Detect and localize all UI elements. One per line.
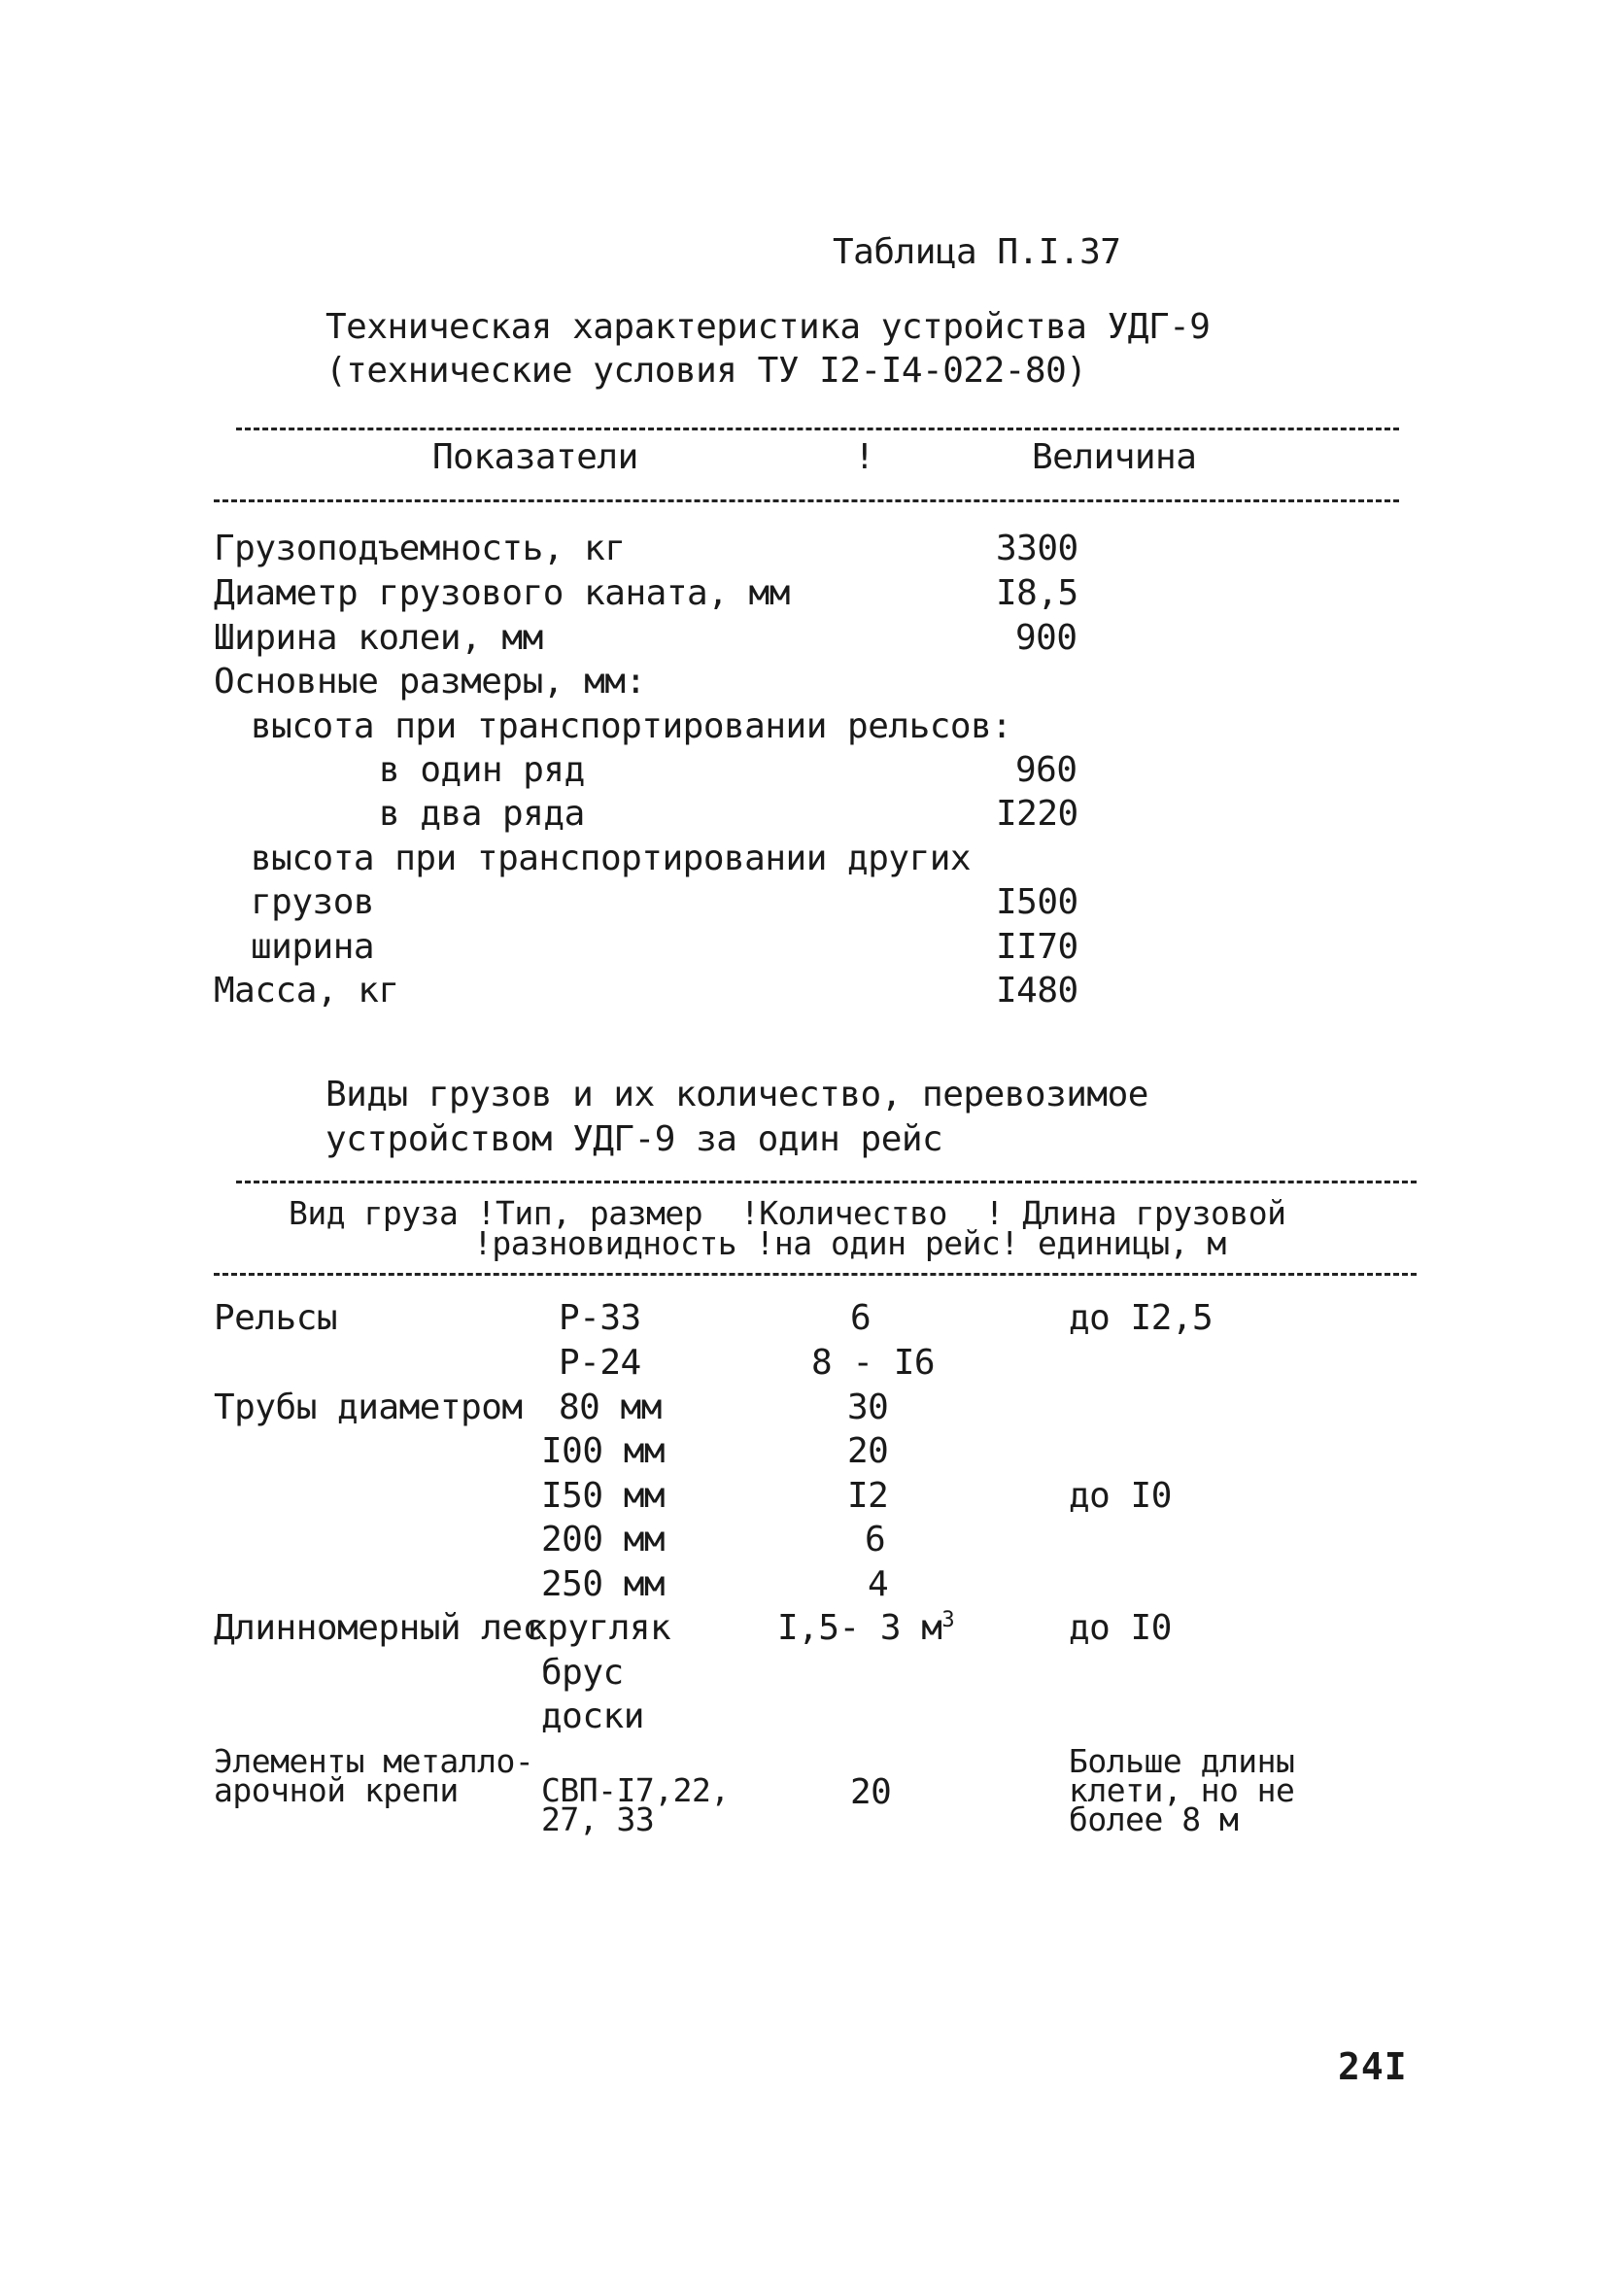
- row-value: I500: [996, 882, 1078, 922]
- row-label: Грузоподъемность, кг: [214, 529, 626, 568]
- cell-qty: 20: [850, 1772, 892, 1812]
- row-label: высота при транспортировании рельсов:: [251, 706, 1012, 746]
- cell-kind: Рельсы: [214, 1298, 338, 1338]
- row-label: грузов: [251, 882, 375, 922]
- table1-header-rule: [214, 499, 1399, 502]
- row-value: I8,5: [996, 573, 1078, 613]
- row-value: 900: [1015, 618, 1077, 658]
- row-label: высота при транспортировании других: [251, 839, 972, 878]
- cell-type: 250 мм: [541, 1564, 666, 1604]
- row-value: I220: [996, 794, 1078, 834]
- cell-kind-line2: арочной крепи: [214, 1771, 459, 1809]
- cell-length-line1: Больше длины: [1069, 1742, 1295, 1780]
- cell-type: доски: [541, 1696, 644, 1736]
- table1-title-line2: (технические условия ТУ I2-I4-022-80): [325, 351, 1087, 391]
- row-label: Основные размеры, мм:: [214, 662, 646, 702]
- cell-qty: I2: [847, 1476, 889, 1516]
- cell-kind-line1: Элементы металло-: [214, 1742, 534, 1780]
- cubic-superscript: 3: [941, 1608, 955, 1632]
- cell-length-line3: более 8 м: [1069, 1800, 1239, 1838]
- cell-length: до I0: [1069, 1608, 1172, 1648]
- table2-title-line2: устройством УДГ-9 за один рейс: [325, 1119, 943, 1159]
- cell-type: Р-24: [559, 1343, 641, 1383]
- cell-length: до I0: [1069, 1476, 1172, 1516]
- row-label: Ширина колеи, мм: [214, 618, 543, 658]
- cell-qty: 20: [847, 1431, 889, 1471]
- cell-qty: 8 - I6: [811, 1343, 936, 1383]
- row-label: в два ряда: [379, 794, 585, 834]
- row-value: II70: [996, 927, 1078, 967]
- cell-kind: Трубы диаметром: [214, 1388, 523, 1427]
- row-value: I480: [996, 971, 1078, 1011]
- cell-qty: I,5- 3 $м^3$: [777, 1608, 955, 1648]
- cell-qty: 6: [850, 1298, 872, 1338]
- cell-qty: 6: [865, 1520, 886, 1559]
- table1-header-separator: !: [854, 437, 875, 477]
- table1-title-line1: Техническая характеристика устройства УДГ-9: [325, 307, 1211, 347]
- table1-header-col1: Показатели: [432, 437, 638, 477]
- cell-qty: 4: [868, 1564, 889, 1604]
- row-value: 960: [1015, 750, 1077, 790]
- table1-top-rule: [236, 428, 1399, 430]
- cell-type-line2: 27, 33: [541, 1800, 655, 1838]
- row-label: Диаметр грузового каната, мм: [214, 573, 790, 613]
- cell-length-line2: клети, но не: [1069, 1771, 1295, 1809]
- cell-type: брус: [541, 1653, 624, 1693]
- cell-type: I50 мм: [541, 1476, 666, 1516]
- table2-header-rule: [214, 1273, 1417, 1276]
- row-label: Масса, кг: [214, 971, 399, 1011]
- table2-title-line1: Виды грузов и их количество, перевозимое: [325, 1075, 1148, 1114]
- table2-header-line2: !разновидность !на один рейс! единицы, м: [473, 1224, 1226, 1262]
- cell-type: 200 мм: [541, 1520, 666, 1559]
- cell-kind: Длинномерный лес: [214, 1608, 543, 1648]
- table2-header-line1: Вид груза !Тип, размер !Количество ! Длина грузовой: [289, 1194, 1286, 1232]
- cell-type: кругляк: [527, 1608, 671, 1648]
- table2-top-rule: [236, 1181, 1417, 1183]
- row-label: в один ряд: [379, 750, 585, 790]
- row-label: ширина: [251, 927, 375, 967]
- cell-type: Р-33: [559, 1298, 641, 1338]
- cell-type-line1: СВП-I7,22,: [541, 1771, 730, 1809]
- cell-qty: 30: [847, 1388, 889, 1427]
- cell-type: I00 мм: [541, 1431, 666, 1471]
- table1-header-col2: Величина: [1032, 437, 1197, 477]
- row-value: 3300: [996, 529, 1078, 568]
- cell-length: до I2,5: [1069, 1298, 1214, 1338]
- table-number: Таблица П.I.37: [833, 232, 1121, 272]
- page-number: 24I: [1338, 2045, 1408, 2088]
- cell-type: 80 мм: [559, 1388, 662, 1427]
